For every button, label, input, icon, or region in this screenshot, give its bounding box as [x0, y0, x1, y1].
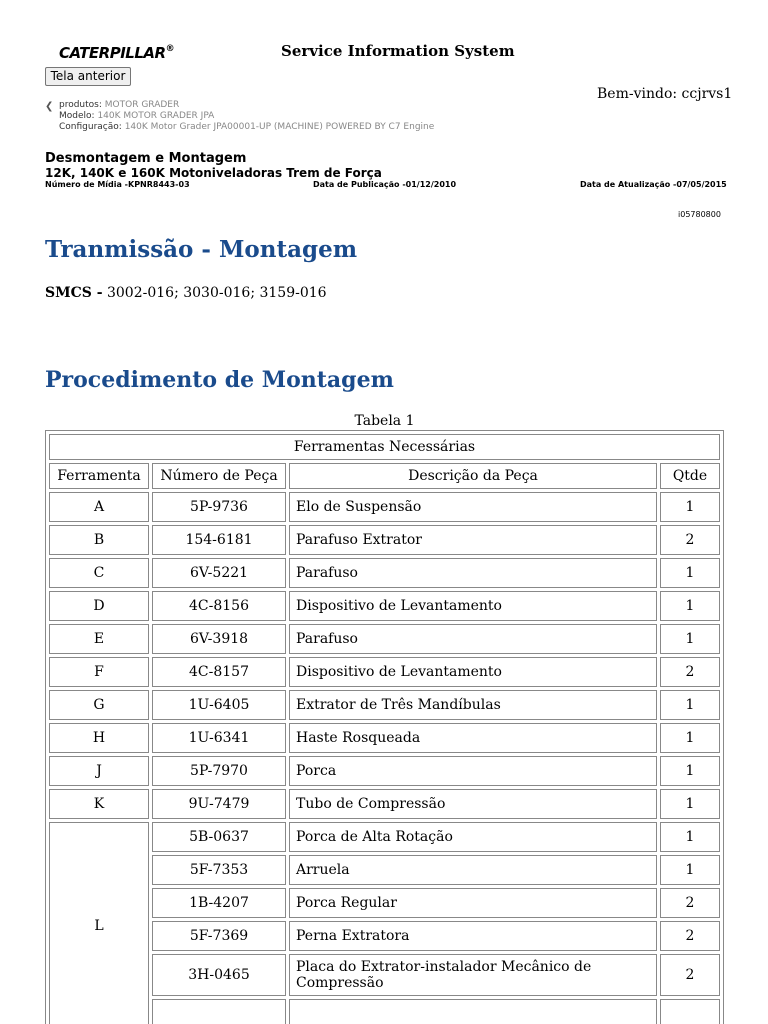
cell-qty: 2 [660, 954, 720, 996]
cell-description [289, 999, 657, 1024]
document-subtitle: 12K, 140K e 160K Motoniveladoras Trem de Força [45, 166, 382, 180]
breadcrumb [45, 100, 465, 133]
cell-qty: 1 [660, 822, 720, 852]
cell-tool: K [49, 789, 149, 819]
cell-description: Porca Regular [289, 888, 657, 918]
cell-description: Dispositivo de Levantamento [289, 657, 657, 687]
table-row [49, 789, 720, 819]
table-row [49, 624, 720, 654]
cell-description: Tubo de Compressão [289, 789, 657, 819]
cell-tool: H [49, 723, 149, 753]
tools-table-container [45, 430, 724, 1024]
cell-qty [660, 999, 720, 1024]
header-qty: Qtde [660, 463, 720, 489]
cell-part-number: 6V-5221 [152, 558, 286, 588]
smcs-codes [45, 285, 327, 301]
config-value: 140K Motor Grader JPA00001-UP (MACHINE) POWERED BY C7 Engine [124, 122, 435, 132]
cell-part-number: 6V-3918 [152, 624, 286, 654]
produtos-value[interactable]: MOTOR GRADER [104, 100, 180, 110]
smcs-values: 3002-016; 3030-016; 3159-016 [102, 285, 327, 301]
section-heading: Procedimento de Montagem [45, 367, 394, 393]
cell-part-number: 5P-9736 [152, 492, 286, 522]
cell-description: Parafuso [289, 624, 657, 654]
table-body [49, 492, 720, 1024]
table-caption: Tabela 1 [354, 413, 415, 429]
table-row [49, 657, 720, 687]
system-title: Service Information System [281, 42, 515, 60]
table-row [49, 492, 720, 522]
cell-tool: E [49, 624, 149, 654]
cell-tool: B [49, 525, 149, 555]
cell-description: Haste Rosqueada [289, 723, 657, 753]
breadcrumb-produtos [45, 100, 465, 111]
header-part-number: Número de Peça [152, 463, 286, 489]
back-button[interactable]: Tela anterior [45, 67, 131, 86]
document-id: i05780800 [678, 210, 721, 219]
cell-qty: 1 [660, 591, 720, 621]
cell-part-number: 5B-0637 [152, 822, 286, 852]
cell-description: Porca [289, 756, 657, 786]
media-number: Número de Mídia -KPNR8443-03 [45, 180, 190, 189]
cell-qty: 1 [660, 558, 720, 588]
cell-part-number: 5F-7369 [152, 921, 286, 951]
page-title: Tranmissão - Montagem [45, 236, 358, 263]
cell-qty: 2 [660, 525, 720, 555]
cell-part-number: 5P-7970 [152, 756, 286, 786]
modelo-label: Modelo: [59, 111, 95, 121]
table-row [49, 723, 720, 753]
cell-tool: C [49, 558, 149, 588]
cell-description: Porca de Alta Rotação [289, 822, 657, 852]
cell-tool: D [49, 591, 149, 621]
table-row [49, 591, 720, 621]
cell-part-number: 1B-4207 [152, 888, 286, 918]
cell-part-number: 9U-7479 [152, 789, 286, 819]
cell-qty: 1 [660, 789, 720, 819]
cell-part-number [152, 999, 286, 1024]
chevron-left-icon[interactable]: ❮ [45, 101, 54, 112]
cell-description: Dispositivo de Levantamento [289, 591, 657, 621]
cell-part-number: 1U-6341 [152, 723, 286, 753]
cell-description: Parafuso Extrator [289, 525, 657, 555]
cell-qty: 1 [660, 855, 720, 885]
smcs-label: SMCS - [45, 285, 103, 301]
cell-tool: L [49, 822, 149, 1024]
cell-description: Extrator de Três Mandíbulas [289, 690, 657, 720]
cell-description: Parafuso [289, 558, 657, 588]
tools-table [45, 430, 724, 1024]
table-row [49, 558, 720, 588]
cell-tool: G [49, 690, 149, 720]
table-row [49, 954, 720, 996]
cell-part-number: 1U-6405 [152, 690, 286, 720]
cell-qty: 1 [660, 690, 720, 720]
cell-qty: 2 [660, 888, 720, 918]
table-row [49, 999, 720, 1024]
cell-part-number: 5F-7353 [152, 855, 286, 885]
table-row [49, 921, 720, 951]
table-row [49, 855, 720, 885]
registered-mark: ® [165, 44, 175, 54]
cell-part-number: 4C-8157 [152, 657, 286, 687]
cell-tool: A [49, 492, 149, 522]
cell-tool: F [49, 657, 149, 687]
table-row [49, 690, 720, 720]
cell-tool: J [49, 756, 149, 786]
publish-date: Data de Publicação -01/12/2010 [313, 180, 457, 189]
cell-description: Elo de Suspensão [289, 492, 657, 522]
update-date: Data de Atualização -07/05/2015 [580, 180, 727, 189]
cell-qty: 2 [660, 921, 720, 951]
document-title: Desmontagem e Montagem [45, 151, 247, 166]
config-label: Configuração: [59, 122, 122, 132]
produtos-label: produtos: [59, 100, 102, 110]
header-description: Descrição da Peça [289, 463, 657, 489]
breadcrumb-modelo [45, 111, 465, 122]
modelo-value[interactable]: 140K MOTOR GRADER JPA [97, 111, 215, 121]
cell-qty: 1 [660, 723, 720, 753]
table-row [49, 525, 720, 555]
header-tool: Ferramenta [49, 463, 149, 489]
breadcrumb-configuracao [45, 122, 465, 133]
cell-qty: 2 [660, 657, 720, 687]
cell-part-number: 4C-8156 [152, 591, 286, 621]
cell-description: Placa do Extrator-instalador Mecânico de Compressão [289, 954, 657, 996]
welcome-text: Bem-vindo: ccjrvs1 [597, 86, 733, 102]
table-title: Ferramentas Necessárias [49, 434, 720, 460]
cell-qty: 1 [660, 624, 720, 654]
table-row [49, 822, 720, 852]
cell-qty: 1 [660, 492, 720, 522]
cell-description: Arruela [289, 855, 657, 885]
cell-part-number: 154-6181 [152, 525, 286, 555]
table-row [49, 756, 720, 786]
caterpillar-logo: CATERPILLAR® [59, 44, 175, 62]
cell-qty: 1 [660, 756, 720, 786]
table-row [49, 888, 720, 918]
cell-part-number: 3H-0465 [152, 954, 286, 996]
cell-description: Perna Extratora [289, 921, 657, 951]
